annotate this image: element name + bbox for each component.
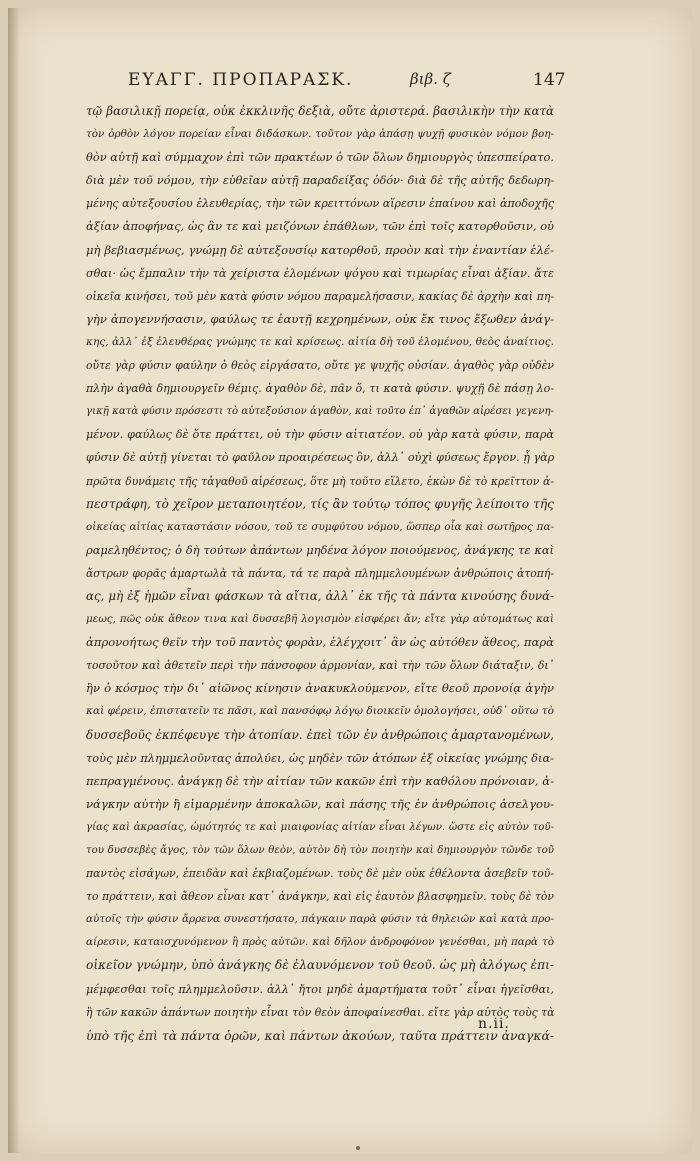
- text-line: του δυσσεβὲς ἄγος, τὸν τῶν ὅλων θεὸν, αὐτὸν δὴ τὸν ποιητὴν καὶ δημιουργὸν τῶνδε τοῦ: [86, 845, 554, 856]
- text-line: κης, ἀλλ᾽ ἐξ ἐλευθέρας γνώμης τε καὶ κρίσεως. αἰτία δὴ τοῦ ἑλομένου, θεὸς ἀναίτιος.: [86, 335, 554, 348]
- text-line: ὑπὸ τῆς ἐπὶ τὰ πάντα ὁρῶν, καὶ πάντων ἀκούων, ταῦτα πράττειν ἀναγκά-: [86, 1027, 554, 1043]
- text-line: οὔτε γὰρ φύσιν φαύλην ὁ θεὸς εἰργάσατο, οὔτε γε ψυχῆς οὐσίαν. ἀγαθὸς γὰρ οὐδὲν: [86, 359, 554, 373]
- ink-spot: [356, 1146, 360, 1150]
- text-line: ἀξίαν ἀποφήνας, ὡς ἂν τε καὶ μειζόνων ἐπάθλων, τῶν ἐπὶ τοῖς κατορθοῦσιν, οὐ: [86, 219, 554, 234]
- text-line: γίας καὶ ἀκρασίας, ὠμότητός τε καὶ μιαιφονίας αἰτίαν εἶναι λέγων. ὥστε εἰς αὐτὸν τοῦ-: [86, 821, 554, 833]
- text-line: σθαι· ὡς ἔμπαλιν τὴν τὰ χείριστα ἑλομένων ψόγου καὶ τιμωρίας εἶναι ἀξίαν. ἅτε: [86, 266, 554, 280]
- text-line: πρῶτα δυνάμεις τῆς τἀγαθοῦ αἱρέσεως, ὅτε μὴ τοῦτο εἵλετο, ἑκὼν δὲ τὸ κρεῖττον ἀ-: [86, 474, 554, 488]
- text-line: μὴ βεβιασμένως, γνώμῃ δὲ αὐτεξουσίῳ κατορθοῦ, προὸν καὶ τὴν ἐναντίαν ἑλέ-: [86, 242, 554, 257]
- book-reference: βιβ. ζ: [410, 70, 451, 88]
- running-header: [88, 70, 568, 94]
- text-line: καὶ φέρειν, ἐπιστατεῖν τε πᾶσι, καὶ πανσόφῳ λόγῳ διοικεῖν ὁμολογήσει, οὐδ᾽ οὕτω τὸ: [86, 705, 554, 718]
- text-line: ἀπρονοήτως θεῖν τὴν τοῦ παντὸς φορὰν, ἐλέγχοιτ᾽ ἂν ὡς αὐτόθεν ἄθεος, παρὰ: [86, 635, 554, 650]
- text-line: τὸν ὀρθὸν λόγον πορείαν εἶναι διδάσκων. τοῦτον γὰρ ἁπάσῃ ψυχῇ φυσικὸν νόμον βοη-: [86, 128, 554, 141]
- text-line: γὴν ἀπογεννήσασιν, φαύλως τε ἑαυτῇ κεχρημένων, οὐκ ἔκ τινος ἔξωθεν ἀνάγ-: [86, 311, 554, 326]
- running-title: ΕΥΑΓΓ. ΠΡΟΠΑΡΑΣΚ.: [128, 70, 354, 90]
- text-line: τῷ βασιλικῇ πορείᾳ, οὐκ ἐκκλινῆς δεξιὰ, οὔτε ἀριστερά. βασιλικὴν τὴν κατὰ: [86, 104, 554, 118]
- text-line: ἣν ὁ κόσμος τὴν δι᾽ αἰῶνος κίνησιν ἀνακυκλούμενον, εἴτε θεοῦ προνοίᾳ ἀγὴν: [86, 681, 554, 696]
- text-line: μέμφεσθαι τοῖς πλημμελοῦσιν. ἀλλ᾽ ἤτοι μηδὲ ἁμαρτήματα τοῦτ᾽ εἶναι ἡγεῖσθαι,: [86, 982, 554, 996]
- text-line: πεπραγμένους. ἀνάγκῃ δὲ τὴν αἰτίαν τῶν κακῶν ἐπὶ τὴν καθόλου πρόνοιαν, ἀ-: [86, 773, 554, 788]
- text-line: το πράττειν, καὶ ἄθεον εἶναι κατ᾽ ἀνάγκην, καὶ εἰς ἑαυτὸν βλασφημεῖν. τοὺς δὲ τὸν: [86, 890, 554, 904]
- text-line: μεως, πῶς οὐκ ἄθεον τινα καὶ δυσσεβῆ λογισμὸν εἰσφέρει ἄν; εἴτε γὰρ αὐτομάτως καὶ: [86, 613, 554, 626]
- text-line: γικῇ κατὰ φύσιν πρόσεστι τὸ αὐτεξούσιον ἀγαθὸν, καὶ τοῦτο ἐπ᾽ ἀγαθῶν αἱρέσει γεγενη-: [86, 406, 554, 418]
- text-line: πλὴν ἀγαθὰ δημιουργεῖν θέμις. ἀγαθὸν δὲ, πᾶν ὅ, τι κατὰ φύσιν. ψυχῇ δὲ πάσῃ λο-: [86, 382, 554, 396]
- text-line: οἰκείας αἰτίας καταστάσιν νόσου, τοῦ τε συμφύτου νόμου, ὥσπερ οἷα καὶ σωτῆρος πα-: [86, 520, 554, 533]
- text-line: παντὸς εἰσάγων, ἐπειδὰν καὶ ἐκβιαζομένων. τοὺς δὲ μὲν οὐκ ἐθέλοντα ἀσεβεῖν τοῦ-: [86, 867, 554, 881]
- book-page: [8, 8, 692, 1153]
- page-number: 147: [533, 70, 566, 90]
- text-line: ραμεληθέντος; ὁ δὴ τούτων ἀπάντων μηδένα λόγον ποιούμενος, ἀνάγκης τε καὶ: [86, 542, 554, 557]
- text-line: μένης αὐτεξουσίου ἐλευθερίας, τὴν τῶν κρειττόνων αἵρεσιν ἐπαίνου καὶ ἀποδοχῆς: [86, 197, 554, 211]
- text-line: ἢ τῶν κακῶν ἀπάντων ποιητὴν εἶναι τὸν θεὸν ἀποφαίνεσθαι. εἴτε γὰρ αὐτὸς τοὺς τὰ: [86, 1005, 554, 1019]
- text-line: μένον. φαύλως δὲ ὅτε πράττει, οὐ τὴν φύσιν αἰτιατέον. οὐ γὰρ κατὰ φύσιν, παρὰ: [86, 428, 554, 442]
- text-line: οἰκεῖα κινήσει, τοῦ μὲν κατὰ φύσιν νόμου παραμελήσασιν, κακίας δὲ ἀρχὴν καὶ πη-: [86, 289, 554, 303]
- body-text: [86, 100, 554, 1047]
- text-line: δυσσεβοῦς ἐκπέφευγε τὴν ἀτοπίαν. ἐπεὶ τῶν ἐν ἀνθρώποις ἁμαρτανομένων,: [86, 727, 554, 742]
- text-line: τοσοῦτον καὶ ἀθετεῖν περὶ τὴν πάνσοφον ἁρμονίαν, καὶ τὴν τῶν ὅλων διάταξιν, δι᾽: [86, 659, 554, 673]
- text-line: ας, μὴ ἐξ ἡμῶν εἶναι φάσκων τὰ αἴτια, ἀλλ᾽ ἐκ τῆς τὰ πάντα κινούσης δυνά-: [86, 588, 554, 603]
- text-line: νάγκην αὐτὴν ἢ εἱμαρμένην ἀποκαλῶν, καὶ πάσης τῆς ἐν ἀνθρώποις ἀσελγου-: [86, 796, 554, 811]
- page-fold-shadow: [8, 8, 20, 1153]
- text-line: ἄστρων φορᾶς ἁμαρτωλὰ τὰ πάντα, τά τε παρὰ πλημμελουμένων ἀνθρώποις ἀτοπή-: [86, 566, 554, 580]
- signature-mark: n.ii.: [478, 1016, 510, 1032]
- text-line: αίρεσιν, καταισχυνόμενον ἢ πρὸς αὐτῶν. καὶ δῆλον ἀνδροφόνον γενέσθαι, μὴ παρὰ τὸ: [86, 936, 554, 949]
- text-line: πεστράφη, τὸ χεῖρον μεταποιητέον, τίς ἂν τούτῳ τόπος φυγῆς λείποιτο τῆς: [86, 496, 554, 511]
- text-line: αὐτοῖς τὴν φύσιν ἄρρενα συνεστήσατο, πάγκαιν παρὰ φύσιν τὰ θηλειῶν καὶ κατὰ προ-: [86, 913, 554, 926]
- text-line: τοὺς μὲν πλημμελοῦντας ἀπολύει, ὡς μηδὲν τῶν ἀτόπων ἐξ οἰκείας γνώμης δια-: [86, 750, 554, 765]
- text-line: φύσιν δὲ αὐτῇ γίνεται τὸ φαῦλον προαιρέσεως ὂν, ἀλλ᾽ οὐχὶ φύσεως ἔργον. ᾗ γὰρ: [86, 451, 554, 465]
- text-line: θὸν αὐτῇ καὶ σύμμαχον ἐπὶ τῶν πρακτέων ὁ τῶν ὅλων δημιουργὸς ὑπεσπείρατο.: [86, 150, 554, 165]
- text-line: οἰκεῖον γνώμην, ὑπὸ ἀνάγκης δὲ ἐλαυνόμενον τοῦ θεοῦ. ὡς μὴ ἀλόγως ἐπι-: [86, 958, 554, 973]
- text-line: διὰ μὲν τοῦ νόμου, τὴν εὐθεῖαν αὐτῇ παραδείξας ὁδόν· διὰ δὲ τῆς αὐτῆς δεδωρη-: [86, 174, 554, 188]
